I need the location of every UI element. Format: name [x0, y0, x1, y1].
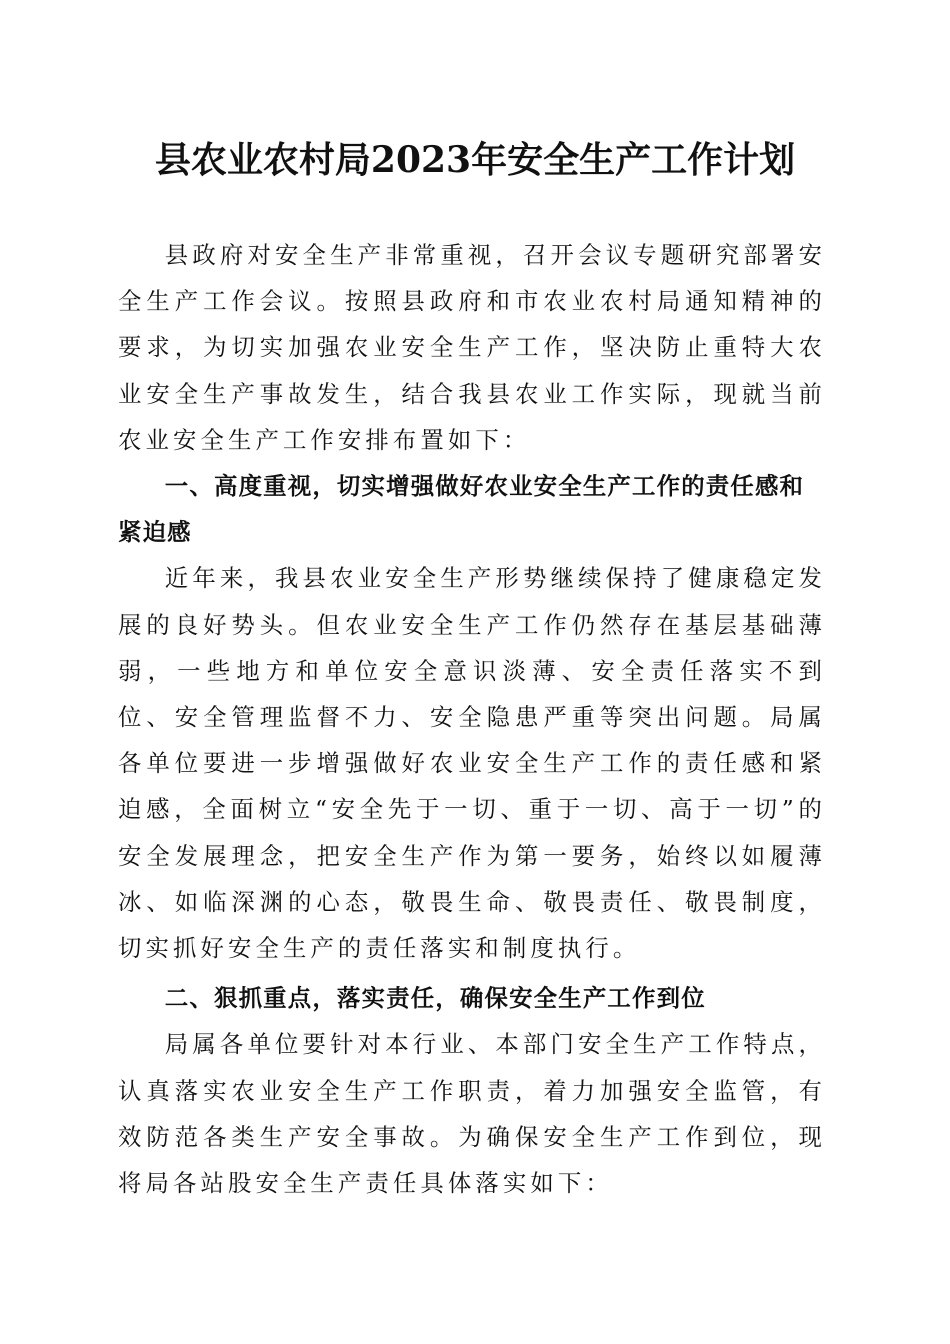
document-title: 县农业农村局2023年安全生产工作计划	[154, 139, 796, 181]
document-body	[118, 232, 826, 1206]
intro-paragraph: 县政府对安全生产非常重视，召开会议专题研究部署安全生产工作会议。按照县政府和市农业农村局通知精神的要求，为切实加强农业安全生产工作，坚决防止重特大农业安全生产事故发生，结合我县农业工作实际，现就当前农业安全生产工作安排布置如下：	[118, 241, 826, 454]
section-heading-1: 一、高度重视，切实增强做好农业安全生产工作的责任感和紧迫感	[118, 472, 805, 547]
section-heading-2: 二、狠抓重点，落实责任，确保安全生产工作到位	[164, 984, 706, 1013]
section-2-paragraph: 局属各单位要针对本行业、本部门安全生产工作特点，认真落实农业安全生产工作职责，着力加强安全监管，有效防范各类生产安全事故。为确保安全生产工作到位，现将局各站股安全生产责任具体落实如下：	[118, 1030, 826, 1198]
section-1-paragraph: 近年来，我县农业安全生产形势继续保持了健康稳定发展的良好势头。但农业安全生产工作仍然存在基层基础薄弱，一些地方和单位安全意识淡薄、安全责任落实不到位、安全管理监督不力、安全隐患严重等突出问题。局属各单位要进一步增强做好农业安全生产工作的责任感和紧迫感，全面树立“安全先于一切、重于一切、高于一切”的安全发展理念，把安全生产作为第一要务，始终以如履薄冰、如临深渊的心态，敬畏生命、敬畏责任、敬畏制度，切实抓好安全生产的责任落实和制度执行。	[118, 564, 826, 963]
